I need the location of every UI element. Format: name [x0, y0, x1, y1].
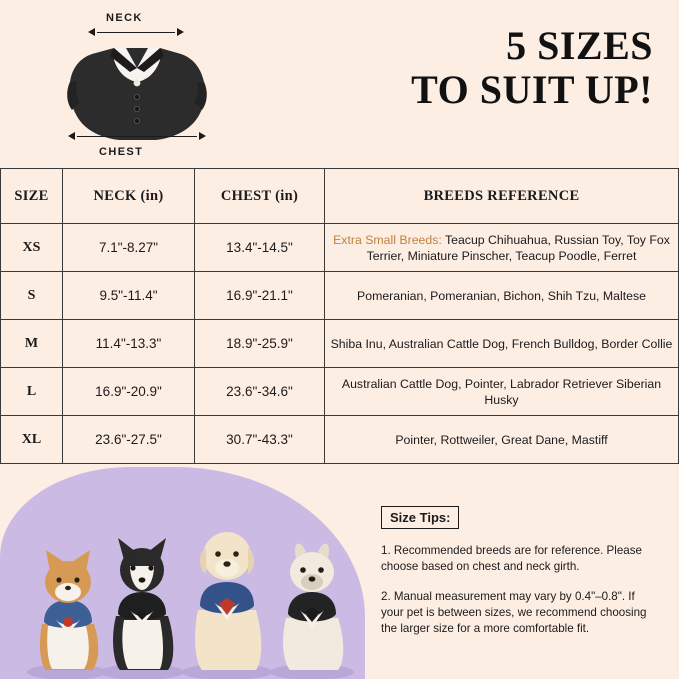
size-tip-1: 1. Recommended breeds are for reference. Please choose based on chest and neck girth.: [381, 544, 643, 573]
size-tips: [381, 506, 659, 651]
cell-neck: 16.9"-20.9": [63, 368, 195, 416]
headline: [293, 24, 653, 112]
cell-breeds: Shiba Inu, Australian Cattle Dog, French Bulldog, Border Collie: [325, 320, 679, 368]
header-neck: NECK (in): [63, 169, 195, 224]
cell-breeds: Pomeranian, Pomeranian, Bichon, Shih Tzu, Maltese: [325, 272, 679, 320]
cell-size: XL: [1, 416, 63, 464]
dog-french-bulldog: [270, 543, 354, 679]
dog-border-collie: [100, 538, 184, 679]
table-row: [1, 320, 679, 368]
breeds-lead: Extra Small Breeds:: [333, 232, 442, 247]
cell-breeds: [325, 224, 679, 272]
chest-measure-arrow: [68, 132, 206, 140]
dog-tuxedo-illustration: [64, 38, 210, 146]
cell-chest: 30.7"-43.3": [195, 416, 325, 464]
size-tips-badge: Size Tips:: [381, 506, 459, 529]
cell-size: L: [1, 368, 63, 416]
footer-section: [0, 467, 679, 679]
header-size: SIZE: [1, 169, 63, 224]
cell-size: S: [1, 272, 63, 320]
dog-models-illustration: [12, 504, 372, 679]
headline-line-2: TO SUIT UP!: [411, 67, 653, 112]
cell-neck: 11.4"-13.3": [63, 320, 195, 368]
cell-chest: 18.9"-25.9": [195, 320, 325, 368]
table-row: [1, 416, 679, 464]
header-section: [0, 0, 679, 168]
table-row: [1, 224, 679, 272]
cell-neck: 7.1"-8.27": [63, 224, 195, 272]
cell-size: XS: [1, 224, 63, 272]
cell-neck: 23.6"-27.5": [63, 416, 195, 464]
cell-chest: 16.9"-21.1": [195, 272, 325, 320]
cell-chest: 13.4"-14.5": [195, 224, 325, 272]
size-table: [0, 168, 679, 464]
header-breeds: BREEDS REFERENCE: [325, 169, 679, 224]
table-row: [1, 272, 679, 320]
product-diagram: [0, 0, 280, 168]
neck-measure-arrow: [88, 28, 184, 36]
dog-labrador: [181, 532, 273, 679]
size-tip-2: 2. Manual measurement may vary by 0.4"–0.8". If your pet is between sizes, we recommend choosing the larger size for a more comfortable fit.: [381, 590, 647, 635]
cell-breeds: Australian Cattle Dog, Pointer, Labrador Retriever Siberian Husky: [325, 368, 679, 416]
headline-line-1: 5 SIZES: [506, 23, 653, 68]
cell-breeds: Pointer, Rottweiler, Great Dane, Mastiff: [325, 416, 679, 464]
dog-corgi: [27, 550, 107, 679]
table-row: [1, 368, 679, 416]
cell-chest: 23.6"-34.6": [195, 368, 325, 416]
neck-measure-label: NECK: [106, 12, 143, 24]
cell-size: M: [1, 320, 63, 368]
chest-measure-label: CHEST: [99, 146, 144, 158]
breeds-text: Teacup Chihuahua, Russian Toy, Toy Fox Terrier, Miniature Pinscher, Teacup Poodle, Ferret: [366, 232, 670, 263]
header-chest: CHEST (in): [195, 169, 325, 224]
cell-neck: 9.5"-11.4": [63, 272, 195, 320]
table-header-row: [1, 169, 679, 224]
